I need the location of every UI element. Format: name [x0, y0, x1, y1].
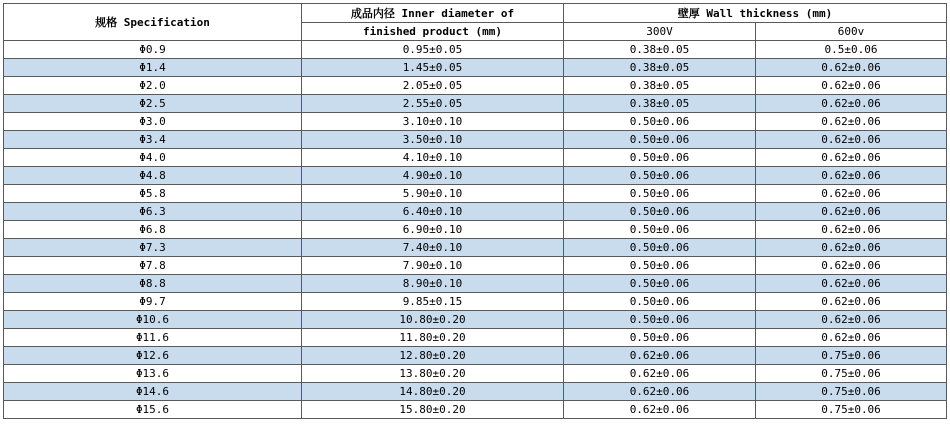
table-row: [4, 311, 947, 329]
cell-inner: 9.85±0.15: [302, 293, 564, 311]
cell-600v: 0.62±0.06: [756, 149, 947, 167]
table-row: [4, 293, 947, 311]
cell-spec: Φ8.8: [4, 275, 302, 293]
cell-300v: 0.50±0.06: [564, 167, 756, 185]
table-row: [4, 203, 947, 221]
table-row: [4, 365, 947, 383]
cell-600v: 0.62±0.06: [756, 59, 947, 77]
cell-spec: Φ13.6: [4, 365, 302, 383]
cell-600v: 0.62±0.06: [756, 257, 947, 275]
cell-inner: 7.90±0.10: [302, 257, 564, 275]
cell-inner: 12.80±0.20: [302, 347, 564, 365]
header-600v: 600v: [756, 23, 947, 41]
cell-600v: 0.62±0.06: [756, 293, 947, 311]
cell-300v: 0.50±0.06: [564, 113, 756, 131]
cell-inner: 8.90±0.10: [302, 275, 564, 293]
cell-300v: 0.50±0.06: [564, 131, 756, 149]
table-row: [4, 347, 947, 365]
cell-inner: 4.10±0.10: [302, 149, 564, 167]
table-row: [4, 131, 947, 149]
cell-300v: 0.38±0.05: [564, 41, 756, 59]
cell-inner: 15.80±0.20: [302, 401, 564, 419]
cell-spec: Φ6.8: [4, 221, 302, 239]
cell-300v: 0.38±0.05: [564, 59, 756, 77]
cell-spec: Φ5.8: [4, 185, 302, 203]
cell-300v: 0.50±0.06: [564, 293, 756, 311]
header-inner-diameter-line2: finished product (mm): [302, 23, 564, 41]
cell-spec: Φ10.6: [4, 311, 302, 329]
cell-spec: Φ12.6: [4, 347, 302, 365]
cell-300v: 0.62±0.06: [564, 365, 756, 383]
cell-inner: 5.90±0.10: [302, 185, 564, 203]
table-row: [4, 257, 947, 275]
cell-600v: 0.75±0.06: [756, 383, 947, 401]
cell-inner: 10.80±0.20: [302, 311, 564, 329]
cell-600v: 0.62±0.06: [756, 95, 947, 113]
cell-inner: 7.40±0.10: [302, 239, 564, 257]
table-row: [4, 221, 947, 239]
cell-spec: Φ4.0: [4, 149, 302, 167]
cell-600v: 0.62±0.06: [756, 203, 947, 221]
table-row: [4, 149, 947, 167]
table-row: [4, 239, 947, 257]
cell-spec: Φ2.0: [4, 77, 302, 95]
cell-300v: 0.38±0.05: [564, 77, 756, 95]
cell-spec: Φ11.6: [4, 329, 302, 347]
cell-600v: 0.62±0.06: [756, 239, 947, 257]
cell-600v: 0.75±0.06: [756, 401, 947, 419]
header-inner-diameter-line1: 成品内径 Inner diameter of: [302, 4, 564, 23]
table-row: [4, 185, 947, 203]
cell-600v: 0.62±0.06: [756, 221, 947, 239]
cell-600v: 0.62±0.06: [756, 77, 947, 95]
cell-spec: Φ9.7: [4, 293, 302, 311]
cell-600v: 0.62±0.06: [756, 185, 947, 203]
cell-600v: 0.75±0.06: [756, 365, 947, 383]
cell-600v: 0.62±0.06: [756, 131, 947, 149]
table-row: [4, 41, 947, 59]
table-row: [4, 167, 947, 185]
cell-spec: Φ6.3: [4, 203, 302, 221]
cell-600v: 0.62±0.06: [756, 329, 947, 347]
cell-inner: 2.55±0.05: [302, 95, 564, 113]
spec-table: [3, 3, 947, 419]
cell-300v: 0.62±0.06: [564, 401, 756, 419]
cell-inner: 11.80±0.20: [302, 329, 564, 347]
table-row: [4, 95, 947, 113]
cell-inner: 4.90±0.10: [302, 167, 564, 185]
table-row: [4, 77, 947, 95]
cell-spec: Φ4.8: [4, 167, 302, 185]
cell-spec: Φ1.4: [4, 59, 302, 77]
table-row: [4, 113, 947, 131]
cell-300v: 0.50±0.06: [564, 185, 756, 203]
spec-table-container: [3, 3, 946, 419]
cell-600v: 0.62±0.06: [756, 167, 947, 185]
header-wall-thickness: 壁厚 Wall thickness (mm): [564, 4, 947, 23]
cell-600v: 0.75±0.06: [756, 347, 947, 365]
cell-spec: Φ2.5: [4, 95, 302, 113]
cell-300v: 0.38±0.05: [564, 95, 756, 113]
cell-inner: 6.90±0.10: [302, 221, 564, 239]
cell-300v: 0.50±0.06: [564, 257, 756, 275]
cell-spec: Φ14.6: [4, 383, 302, 401]
table-row: [4, 59, 947, 77]
cell-300v: 0.62±0.06: [564, 347, 756, 365]
cell-300v: 0.50±0.06: [564, 329, 756, 347]
cell-600v: 0.62±0.06: [756, 113, 947, 131]
cell-inner: 6.40±0.10: [302, 203, 564, 221]
table-row: [4, 329, 947, 347]
cell-inner: 14.80±0.20: [302, 383, 564, 401]
table-row: [4, 275, 947, 293]
cell-inner: 3.50±0.10: [302, 131, 564, 149]
cell-spec: Φ0.9: [4, 41, 302, 59]
cell-inner: 3.10±0.10: [302, 113, 564, 131]
cell-300v: 0.62±0.06: [564, 383, 756, 401]
cell-inner: 1.45±0.05: [302, 59, 564, 77]
cell-300v: 0.50±0.06: [564, 239, 756, 257]
cell-300v: 0.50±0.06: [564, 221, 756, 239]
cell-inner: 0.95±0.05: [302, 41, 564, 59]
cell-inner: 13.80±0.20: [302, 365, 564, 383]
cell-300v: 0.50±0.06: [564, 149, 756, 167]
table-body: [4, 41, 947, 419]
header-specification: 规格 Specification: [4, 4, 302, 41]
cell-300v: 0.50±0.06: [564, 311, 756, 329]
cell-inner: 2.05±0.05: [302, 77, 564, 95]
table-row: [4, 401, 947, 419]
cell-spec: Φ7.3: [4, 239, 302, 257]
cell-600v: 0.5±0.06: [756, 41, 947, 59]
cell-spec: Φ7.8: [4, 257, 302, 275]
header-row-1: [4, 4, 947, 23]
header-300v: 300V: [564, 23, 756, 41]
cell-300v: 0.50±0.06: [564, 203, 756, 221]
cell-spec: Φ3.0: [4, 113, 302, 131]
table-header: [4, 4, 947, 41]
table-row: [4, 383, 947, 401]
cell-spec: Φ3.4: [4, 131, 302, 149]
cell-600v: 0.62±0.06: [756, 311, 947, 329]
cell-600v: 0.62±0.06: [756, 275, 947, 293]
cell-spec: Φ15.6: [4, 401, 302, 419]
cell-300v: 0.50±0.06: [564, 275, 756, 293]
